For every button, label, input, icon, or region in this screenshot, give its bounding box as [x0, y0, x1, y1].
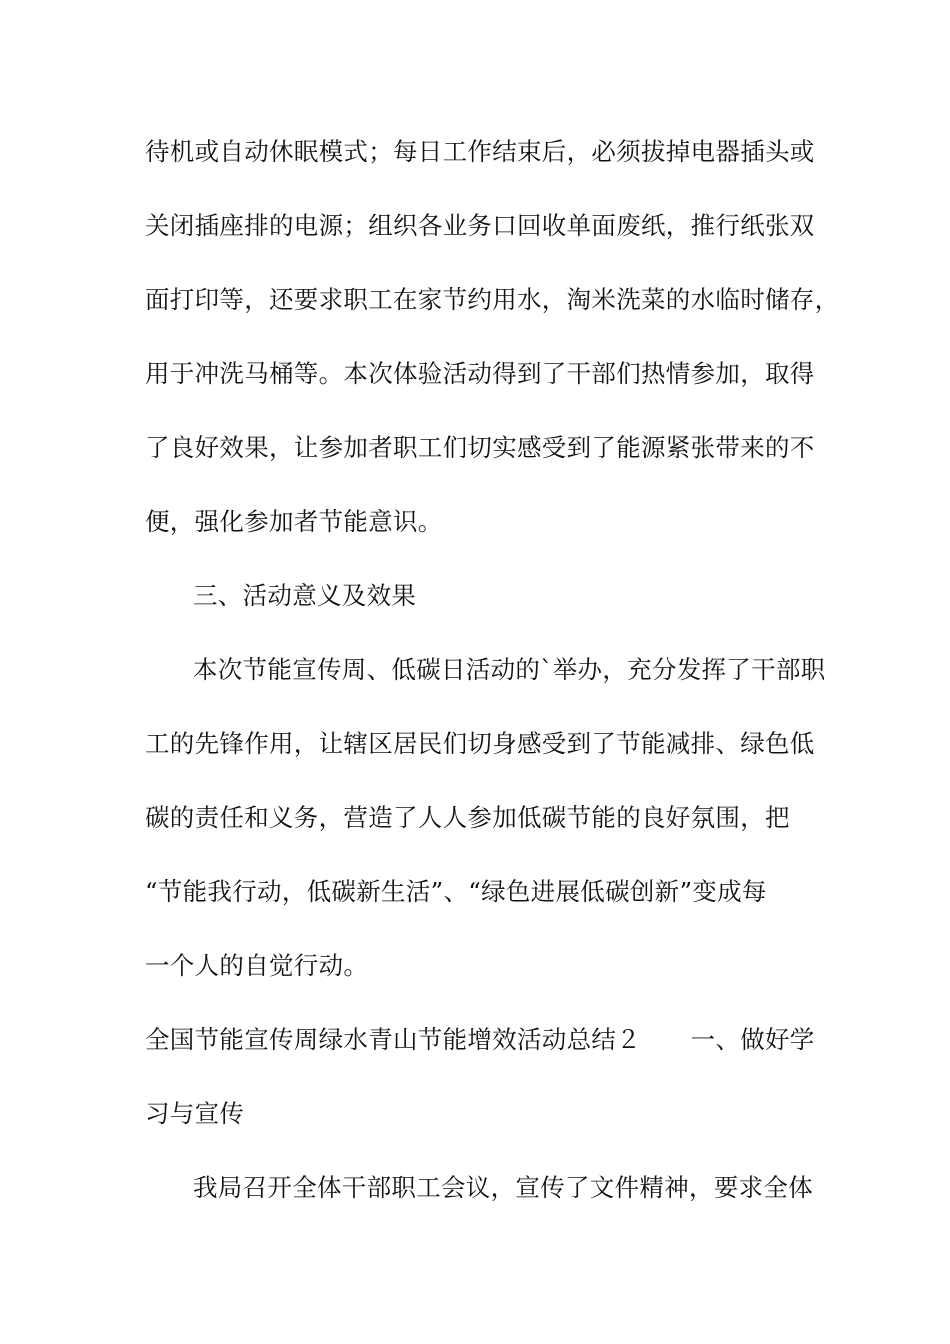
body-text-line: 关闭插座排的电源；组织各业务口回收单面废纸，推行纸张双	[145, 211, 815, 240]
body-text-line: 待机或自动休眠模式；每日工作结束后，必须拔掉电器插头或	[145, 137, 815, 166]
section-heading: 三、活动意义及效果	[193, 581, 417, 610]
article-title-line: 全国节能宣传周绿水青山节能增效活动总结２ 一、做好学	[145, 1025, 815, 1054]
body-text-line: 工的先锋作用，让辖区居民们切身感受到了节能减排、绿色低	[145, 729, 815, 758]
body-text-line: 我局召开全体干部职工会议，宣传了文件精神，要求全体	[193, 1173, 813, 1202]
body-text-line: 面打印等，还要求职工在家节约用水，淘米洗菜的水临时储存，	[145, 285, 840, 314]
body-text-line: 了良好效果，让参加者职工们切实感受到了能源紧张带来的不	[145, 433, 815, 462]
article-title-line: 习与宣传	[145, 1099, 245, 1128]
body-text-line: 一个人的自觉行动。	[145, 951, 369, 980]
body-text-line: 用于冲洗马桶等。本次体验活动得到了干部们热情参加，取得	[145, 359, 815, 388]
body-text-line: “节能我行动，低碳新生活”、“绿色进展低碳创新”变成每	[145, 877, 767, 906]
body-text-line: 便，强化参加者节能意识。	[145, 507, 443, 536]
body-text-line: 碳的责任和义务，营造了人人参加低碳节能的良好氛围，把	[145, 803, 790, 832]
body-text-line: 本次节能宣传周、低碳日活动的`举办，充分发挥了干部职	[193, 655, 826, 684]
